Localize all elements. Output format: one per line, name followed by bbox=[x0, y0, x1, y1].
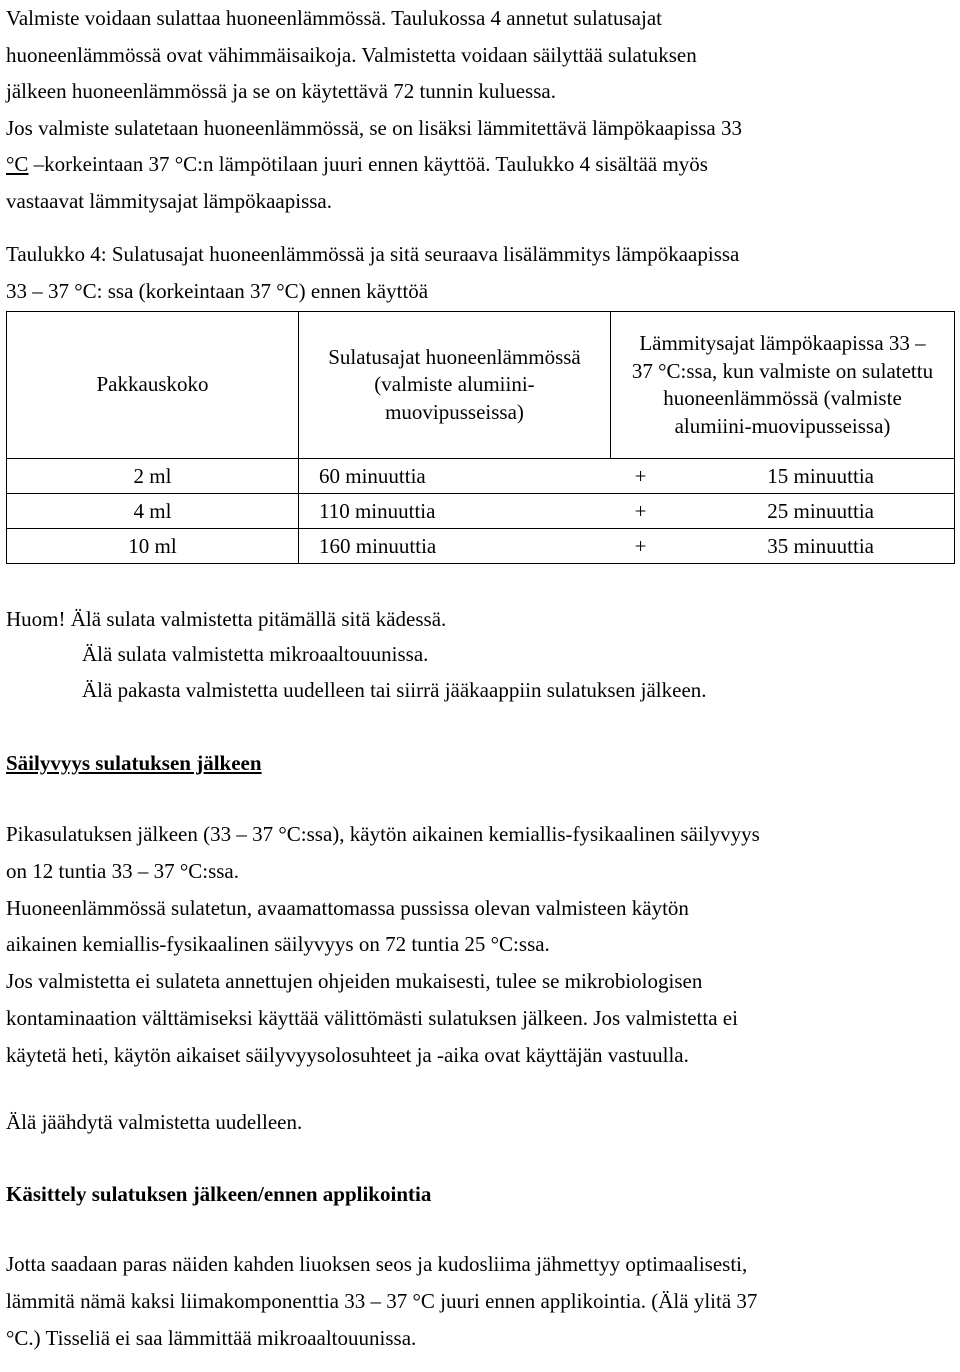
cell-warm: 15 minuuttia bbox=[671, 458, 955, 493]
table-row bbox=[7, 528, 955, 563]
shelf-line: kontaminaation välttämiseksi käyttää välittömästi sulatuksen jälkeen. Jos valmistetta ei bbox=[6, 1005, 738, 1030]
intro-line: jälkeen huoneenlämmössä ja se on käytettävä 72 tunnin kuluessa. bbox=[6, 79, 556, 103]
handling-heading: Käsittely sulatuksen jälkeen/ennen applikointia bbox=[6, 1182, 432, 1207]
table-row bbox=[7, 458, 955, 493]
thawing-table bbox=[6, 311, 955, 459]
intro-line: vastaavat lämmitysajat lämpökaapissa. bbox=[6, 188, 332, 213]
thawing-table-body bbox=[6, 458, 955, 564]
shelf-line: Jos valmistetta ei sulateta annettujen ohjeiden mukaisesti, tulee se mikrobiologisen bbox=[6, 969, 703, 994]
table-row bbox=[7, 493, 955, 528]
intro-line: Valmiste voidaan sulattaa huoneenlämmössä. Taulukossa 4 annetut sulatusajat bbox=[6, 6, 662, 30]
handling-line: lämmitä nämä kaksi liimakomponenttia 33 – 37 °C juuri ennen applikointia. (Älä ylitä 37 bbox=[6, 1288, 758, 1313]
cell-warm: 25 minuuttia bbox=[671, 493, 955, 528]
intro-line bbox=[6, 146, 954, 183]
warning-line: Älä pakasta valmistetta uudelleen tai siirrä jääkaappiin sulatuksen jälkeen. bbox=[82, 677, 707, 702]
cell-plus: + bbox=[611, 528, 671, 563]
shelf-line: Huoneenlämmössä sulatetun, avaamattomassa pussissa olevan valmisteen käytön bbox=[6, 895, 689, 920]
no-refreeze-note bbox=[6, 1104, 954, 1141]
header-warm-time: Lämmitysajat lämpökaapissa 33 – 37 °C:ssa, kun valmiste on sulatettu huoneenlämmössä (valmiste alumiini-muovipusseissa) bbox=[611, 312, 955, 459]
intro-line: Jos valmiste sulatetaan huoneenlämmössä, se on lisäksi lämmitettävä lämpökaapissa 33 bbox=[6, 115, 743, 140]
warnings bbox=[6, 602, 954, 709]
shelf-line: on 12 tuntia 33 – 37 °C:ssa. bbox=[6, 858, 239, 883]
shelf-line: aikainen kemiallis-fysikaalinen säilyvyys on 72 tuntia 25 °C:ssa. bbox=[6, 932, 550, 957]
table-header-row bbox=[7, 312, 955, 459]
cell-thaw: 160 minuuttia bbox=[299, 528, 611, 563]
shelf-line: Pikasulatuksen jälkeen (33 – 37 °C:ssa), käytön aikainen kemiallis-fysikaalinen säilyvyys bbox=[6, 822, 760, 846]
shelf-life-heading: Säilyvyys sulatuksen jälkeen bbox=[6, 751, 262, 775]
cell-plus: + bbox=[611, 493, 671, 528]
dash: – bbox=[28, 152, 45, 176]
warning-line: Älä sulata valmistetta mikroaaltouunissa. bbox=[82, 642, 429, 666]
shelf-life-paragraph bbox=[6, 816, 954, 1074]
cell-size: 10 ml bbox=[7, 528, 299, 563]
intro-line: huoneenlämmössä ovat vähimmäisaikoja. Valmistetta voidaan säilyttää sulatuksen bbox=[6, 42, 697, 67]
cell-warm: 35 minuuttia bbox=[671, 528, 955, 563]
header-thaw-time: Sulatusajat huoneenlämmössä (valmiste alumiini-muovipusseissa) bbox=[299, 312, 611, 459]
intro-paragraph bbox=[6, 0, 954, 219]
caption-line: Taulukko 4: Sulatusajat huoneenlämmössä ja sitä seuraava lisälämmitys lämpökaapissa bbox=[6, 242, 740, 266]
table-caption bbox=[6, 236, 954, 309]
warning-line: Huom! Älä sulata valmistetta pitämällä sitä kädessä. bbox=[6, 606, 447, 631]
cell-thaw: 110 minuuttia bbox=[299, 493, 611, 528]
handling-line: Jotta saadaan paras näiden kahden liuoksen seos ja kudosliima jähmettyy optimaalisesti, bbox=[6, 1252, 748, 1277]
cell-thaw: 60 minuuttia bbox=[299, 458, 611, 493]
celsius-unit: °C bbox=[6, 152, 29, 176]
no-refreeze-line: Älä jäähdytä valmistetta uudelleen. bbox=[6, 1109, 303, 1134]
cell-size: 4 ml bbox=[7, 493, 299, 528]
handling-line: °C.) Tisseliä ei saa lämmittää mikroaaltouunissa. bbox=[6, 1325, 417, 1350]
document-page bbox=[6, 0, 954, 1356]
intro-line-text: korkeintaan 37 °C:n lämpötilaan juuri ennen käyttöä. Taulukko 4 sisältää myös bbox=[44, 152, 708, 176]
caption-line: 33 – 37 °C: ssa (korkeintaan 37 °C) ennen käyttöä bbox=[6, 278, 429, 303]
handling-paragraph bbox=[6, 1246, 954, 1356]
shelf-line: käytetä heti, käytön aikaiset säilyvyysolosuhteet ja -aika ovat käyttäjän vastuulla. bbox=[6, 1042, 689, 1067]
cell-plus: + bbox=[611, 458, 671, 493]
cell-size: 2 ml bbox=[7, 458, 299, 493]
header-package-size: Pakkauskoko bbox=[7, 312, 299, 459]
